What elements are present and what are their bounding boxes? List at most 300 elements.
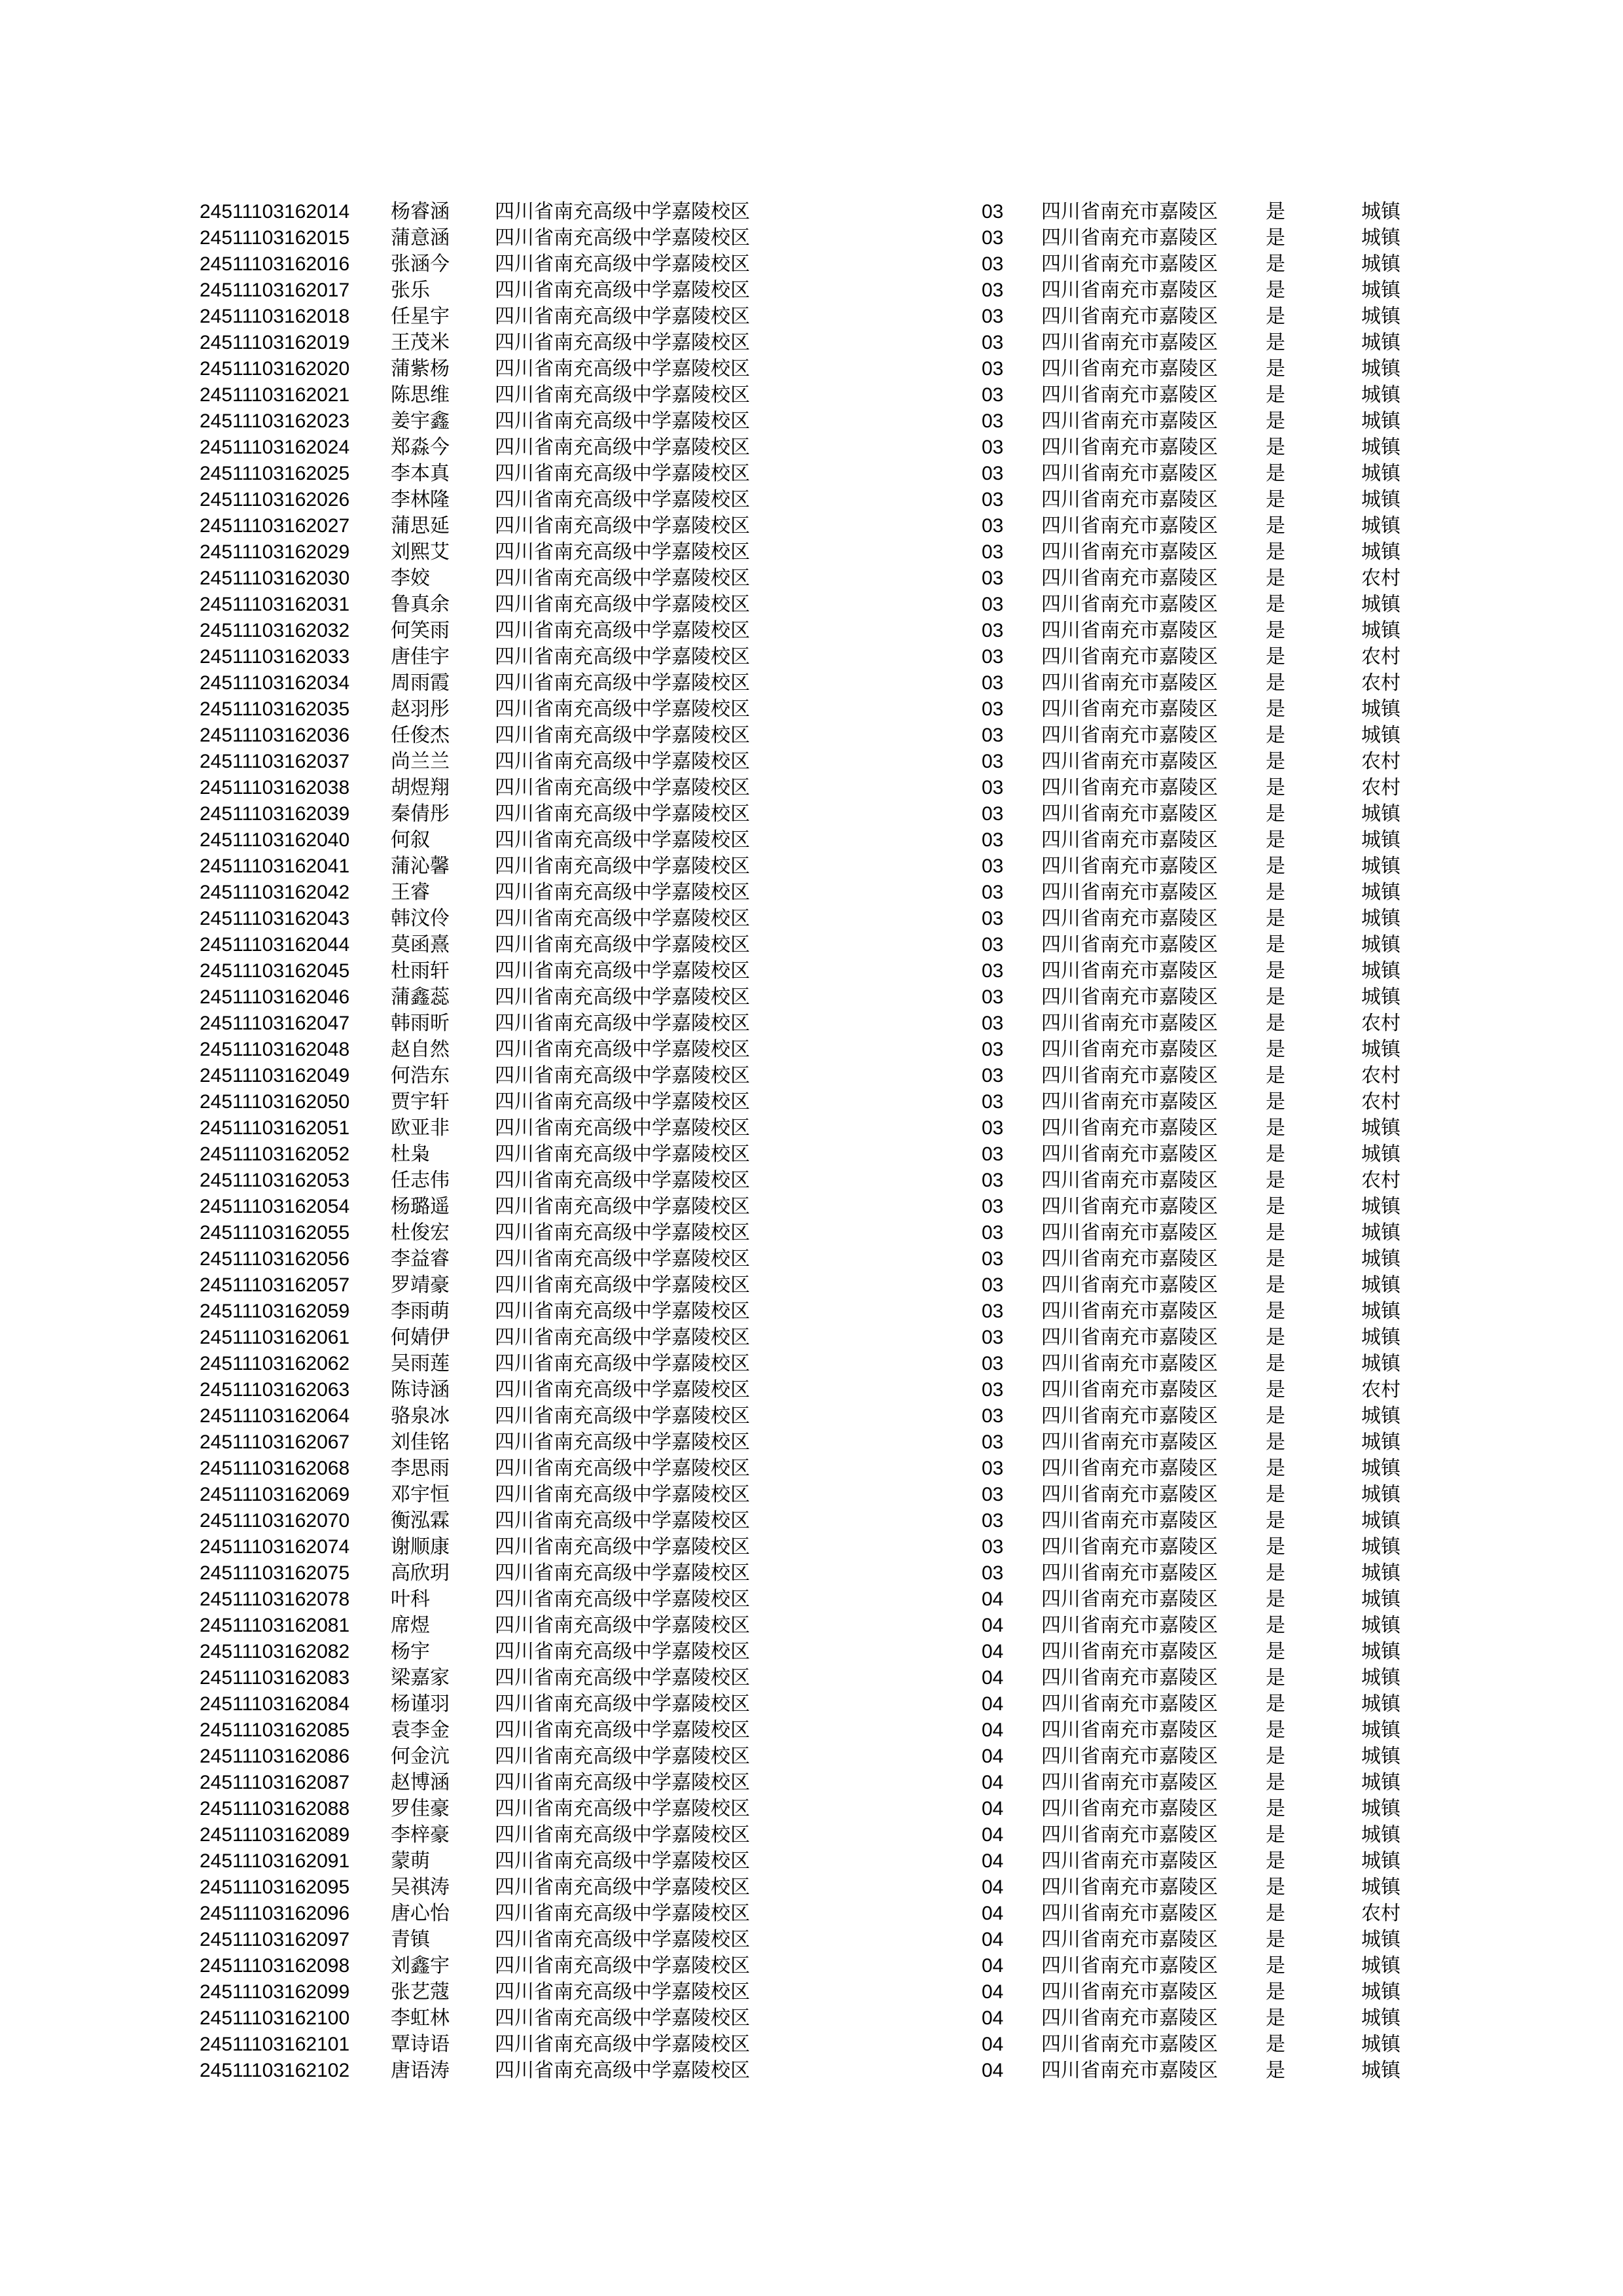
status-flag-cell: 是 (1266, 1745, 1285, 1768)
status-flag-cell: 是 (1266, 410, 1285, 433)
table-row (0, 618, 1623, 644)
table-row (0, 984, 1623, 1011)
class-number-cell: 04 (982, 1798, 1004, 1820)
school-cell: 四川省南充高级中学嘉陵校区 (495, 645, 750, 668)
school-cell: 四川省南充高级中学嘉陵校区 (495, 331, 750, 354)
residence-type-cell: 城镇 (1361, 1143, 1400, 1166)
table-row (0, 1272, 1623, 1299)
residence-type-cell: 城镇 (1361, 855, 1400, 878)
student-name-cell: 陈思维 (391, 384, 450, 406)
status-flag-cell: 是 (1266, 750, 1285, 773)
student-id-cell: 24511103162084 (200, 1693, 350, 1715)
status-flag-cell: 是 (1266, 1823, 1285, 1846)
class-number-cell: 03 (982, 1065, 1004, 1086)
school-cell: 四川省南充高级中学嘉陵校区 (495, 1300, 750, 1323)
table-row (0, 1796, 1623, 1822)
class-number-cell: 03 (982, 201, 1004, 223)
region-cell: 四川省南充市嘉陵区 (1041, 1666, 1218, 1689)
status-flag-cell: 是 (1266, 1902, 1285, 1925)
status-flag-cell: 是 (1266, 1719, 1285, 1742)
status-flag-cell: 是 (1266, 724, 1285, 747)
class-number-cell: 03 (982, 332, 1004, 353)
region-cell: 四川省南充市嘉陵区 (1041, 1745, 1218, 1768)
status-flag-cell: 是 (1266, 279, 1285, 302)
status-flag-cell: 是 (1266, 645, 1285, 668)
school-cell: 四川省南充高级中学嘉陵校区 (495, 1823, 750, 1846)
school-cell: 四川省南充高级中学嘉陵校区 (495, 1195, 750, 1218)
school-cell: 四川省南充高级中学嘉陵校区 (495, 986, 750, 1009)
student-name-cell: 郑淼今 (391, 436, 450, 459)
school-cell: 四川省南充高级中学嘉陵校区 (495, 1509, 750, 1532)
status-flag-cell: 是 (1266, 1012, 1285, 1035)
region-cell: 四川省南充市嘉陵区 (1041, 1588, 1218, 1611)
student-name-cell: 李雨萌 (391, 1300, 450, 1323)
class-number-cell: 03 (982, 1405, 1004, 1427)
status-flag-cell: 是 (1266, 1693, 1285, 1715)
school-cell: 四川省南充高级中学嘉陵校区 (495, 1928, 750, 1951)
status-flag-cell: 是 (1266, 1352, 1285, 1375)
class-number-cell: 03 (982, 1196, 1004, 1217)
status-flag-cell: 是 (1266, 1195, 1285, 1218)
student-id-cell: 24511103162042 (200, 882, 350, 903)
status-flag-cell: 是 (1266, 1457, 1285, 1480)
student-name-cell: 李虹林 (391, 2007, 450, 2030)
student-name-cell: 李姣 (391, 567, 430, 590)
student-id-cell: 24511103162101 (200, 2034, 350, 2055)
student-name-cell: 王睿 (391, 881, 430, 904)
region-cell: 四川省南充市嘉陵区 (1041, 1195, 1218, 1218)
table-row (0, 1141, 1623, 1168)
school-cell: 四川省南充高级中学嘉陵校区 (495, 567, 750, 590)
table-row (0, 1011, 1623, 1037)
school-cell: 四川省南充高级中学嘉陵校区 (495, 1169, 750, 1192)
status-flag-cell: 是 (1266, 1038, 1285, 1061)
student-id-cell: 24511103162038 (200, 777, 350, 798)
class-number-cell: 03 (982, 1562, 1004, 1584)
student-name-cell: 赵羽彤 (391, 698, 450, 721)
residence-type-cell: 城镇 (1361, 1850, 1400, 1873)
residence-type-cell: 城镇 (1361, 514, 1400, 537)
class-number-cell: 03 (982, 567, 1004, 589)
residence-type-cell: 城镇 (1361, 200, 1400, 223)
status-flag-cell: 是 (1266, 1405, 1285, 1427)
table-row (0, 749, 1623, 775)
student-id-cell: 24511103162033 (200, 646, 350, 668)
school-cell: 四川省南充高级中学嘉陵校区 (495, 1719, 750, 1742)
student-id-cell: 24511103162035 (200, 698, 350, 720)
region-cell: 四川省南充市嘉陵区 (1041, 2007, 1218, 2030)
class-number-cell: 03 (982, 882, 1004, 903)
table-row (0, 2058, 1623, 2084)
residence-type-cell: 城镇 (1361, 724, 1400, 747)
student-id-cell: 24511103162085 (200, 1719, 350, 1741)
student-name-cell: 蒲沁馨 (391, 855, 450, 878)
table-row (0, 2005, 1623, 2032)
residence-type-cell: 城镇 (1361, 1876, 1400, 1899)
student-name-cell: 何金沆 (391, 1745, 450, 1768)
status-flag-cell: 是 (1266, 1247, 1285, 1270)
region-cell: 四川省南充市嘉陵区 (1041, 1352, 1218, 1375)
region-cell: 四川省南充市嘉陵区 (1041, 305, 1218, 328)
school-cell: 四川省南充高级中学嘉陵校区 (495, 881, 750, 904)
status-flag-cell: 是 (1266, 1143, 1285, 1166)
student-id-cell: 24511103162089 (200, 1824, 350, 1846)
residence-type-cell: 城镇 (1361, 541, 1400, 564)
residence-type-cell: 城镇 (1361, 1326, 1400, 1349)
table-row (0, 1220, 1623, 1246)
student-name-cell: 何叙 (391, 829, 430, 852)
table-row (0, 1115, 1623, 1141)
residence-type-cell: 城镇 (1361, 1614, 1400, 1637)
student-id-cell: 24511103162017 (200, 279, 350, 301)
school-cell: 四川省南充高级中学嘉陵校区 (495, 698, 750, 721)
residence-type-cell: 农村 (1361, 776, 1400, 799)
student-name-cell: 刘佳铭 (391, 1431, 450, 1454)
school-cell: 四川省南充高级中学嘉陵校区 (495, 933, 750, 956)
region-cell: 四川省南充市嘉陵区 (1041, 488, 1218, 511)
school-cell: 四川省南充高级中学嘉陵校区 (495, 1352, 750, 1375)
status-flag-cell: 是 (1266, 1850, 1285, 1873)
school-cell: 四川省南充高级中学嘉陵校区 (495, 436, 750, 459)
student-id-cell: 24511103162096 (200, 1903, 350, 1924)
table-row (0, 1063, 1623, 1089)
student-name-cell: 韩雨昕 (391, 1012, 450, 1035)
status-flag-cell: 是 (1266, 802, 1285, 825)
residence-type-cell: 城镇 (1361, 384, 1400, 406)
class-number-cell: 04 (982, 1772, 1004, 1793)
class-number-cell: 03 (982, 410, 1004, 432)
class-number-cell: 03 (982, 1091, 1004, 1113)
school-cell: 四川省南充高级中学嘉陵校区 (495, 1745, 750, 1768)
school-cell: 四川省南充高级中学嘉陵校区 (495, 1221, 750, 1244)
table-row (0, 827, 1623, 853)
class-number-cell: 04 (982, 1641, 1004, 1662)
table-row (0, 880, 1623, 906)
residence-type-cell: 农村 (1361, 1012, 1400, 1035)
student-id-cell: 24511103162018 (200, 306, 350, 327)
class-number-cell: 03 (982, 1117, 1004, 1139)
school-cell: 四川省南充高级中学嘉陵校区 (495, 2007, 750, 2030)
student-id-cell: 24511103162025 (200, 463, 350, 484)
status-flag-cell: 是 (1266, 436, 1285, 459)
school-cell: 四川省南充高级中学嘉陵校区 (495, 462, 750, 485)
student-id-cell: 24511103162023 (200, 410, 350, 432)
student-id-cell: 24511103162055 (200, 1222, 350, 1244)
student-name-cell: 谢顺康 (391, 1535, 450, 1558)
student-name-cell: 李思雨 (391, 1457, 450, 1480)
region-cell: 四川省南充市嘉陵区 (1041, 776, 1218, 799)
class-number-cell: 04 (982, 1876, 1004, 1898)
class-number-cell: 03 (982, 725, 1004, 746)
region-cell: 四川省南充市嘉陵区 (1041, 1876, 1218, 1899)
class-number-cell: 03 (982, 1039, 1004, 1060)
student-name-cell: 唐语涛 (391, 2059, 450, 2082)
school-cell: 四川省南充高级中学嘉陵校区 (495, 1274, 750, 1297)
table-row (0, 1691, 1623, 1717)
table-row (0, 251, 1623, 278)
student-id-cell: 24511103162069 (200, 1484, 350, 1505)
student-name-cell: 欧亚非 (391, 1117, 450, 1139)
student-name-cell: 蒲鑫蕊 (391, 986, 450, 1009)
student-id-cell: 24511103162016 (200, 253, 350, 275)
residence-type-cell: 农村 (1361, 1064, 1400, 1087)
student-id-cell: 24511103162062 (200, 1353, 350, 1374)
student-name-cell: 周雨霞 (391, 672, 450, 694)
student-name-cell: 张乐 (391, 279, 430, 302)
status-flag-cell: 是 (1266, 855, 1285, 878)
status-flag-cell: 是 (1266, 672, 1285, 694)
status-flag-cell: 是 (1266, 776, 1285, 799)
student-id-cell: 24511103162100 (200, 2007, 350, 2029)
table-row (0, 408, 1623, 435)
school-cell: 四川省南充高级中学嘉陵校区 (495, 1378, 750, 1401)
region-cell: 四川省南充市嘉陵区 (1041, 1719, 1218, 1742)
table-row (0, 1979, 1623, 2005)
student-id-cell: 24511103162048 (200, 1039, 350, 1060)
school-cell: 四川省南充高级中学嘉陵校区 (495, 226, 750, 249)
student-id-cell: 24511103162027 (200, 515, 350, 537)
student-name-cell: 蒙萌 (391, 1850, 430, 1873)
school-cell: 四川省南充高级中学嘉陵校区 (495, 1614, 750, 1637)
student-id-cell: 24511103162099 (200, 1981, 350, 2003)
table-row (0, 1325, 1623, 1351)
residence-type-cell: 城镇 (1361, 1797, 1400, 1820)
residence-type-cell: 农村 (1361, 750, 1400, 773)
region-cell: 四川省南充市嘉陵区 (1041, 645, 1218, 668)
residence-type-cell: 城镇 (1361, 1038, 1400, 1061)
student-name-cell: 覃诗语 (391, 2033, 450, 2056)
table-row (0, 1037, 1623, 1063)
school-cell: 四川省南充高级中学嘉陵校区 (495, 2059, 750, 2082)
class-number-cell: 03 (982, 437, 1004, 458)
student-id-cell: 24511103162074 (200, 1536, 350, 1558)
student-name-cell: 胡煜翔 (391, 776, 450, 799)
region-cell: 四川省南充市嘉陵区 (1041, 802, 1218, 825)
table-row (0, 356, 1623, 382)
region-cell: 四川省南充市嘉陵区 (1041, 1850, 1218, 1873)
residence-type-cell: 城镇 (1361, 619, 1400, 642)
region-cell: 四川省南充市嘉陵区 (1041, 1928, 1218, 1951)
table-row (0, 1508, 1623, 1534)
student-id-cell: 24511103162061 (200, 1327, 350, 1348)
residence-type-cell: 城镇 (1361, 1823, 1400, 1846)
student-name-cell: 青镇 (391, 1928, 430, 1951)
class-number-cell: 04 (982, 1903, 1004, 1924)
student-name-cell: 杜俊宏 (391, 1221, 450, 1244)
student-name-cell: 何笑雨 (391, 619, 450, 642)
status-flag-cell: 是 (1266, 1326, 1285, 1349)
school-cell: 四川省南充高级中学嘉陵校区 (495, 593, 750, 616)
class-number-cell: 03 (982, 1013, 1004, 1034)
residence-type-cell: 城镇 (1361, 1954, 1400, 1977)
residence-type-cell: 城镇 (1361, 960, 1400, 982)
table-row (0, 225, 1623, 251)
student-name-cell: 衡泓霖 (391, 1509, 450, 1532)
class-number-cell: 04 (982, 2034, 1004, 2055)
student-name-cell: 唐佳宇 (391, 645, 450, 668)
student-id-cell: 24511103162081 (200, 1615, 350, 1636)
residence-type-cell: 城镇 (1361, 331, 1400, 354)
student-id-cell: 24511103162030 (200, 567, 350, 589)
table-row (0, 1403, 1623, 1429)
student-id-cell: 24511103162041 (200, 855, 350, 877)
residence-type-cell: 城镇 (1361, 253, 1400, 276)
status-flag-cell: 是 (1266, 331, 1285, 354)
region-cell: 四川省南充市嘉陵区 (1041, 1038, 1218, 1061)
region-cell: 四川省南充市嘉陵区 (1041, 253, 1218, 276)
region-cell: 四川省南充市嘉陵区 (1041, 1981, 1218, 2003)
student-id-cell: 24511103162082 (200, 1641, 350, 1662)
student-name-cell: 杜枭 (391, 1143, 430, 1166)
student-id-cell: 24511103162083 (200, 1667, 350, 1689)
table-row (0, 199, 1623, 225)
student-id-cell: 24511103162020 (200, 358, 350, 380)
class-number-cell: 03 (982, 855, 1004, 877)
class-number-cell: 03 (982, 829, 1004, 851)
status-flag-cell: 是 (1266, 462, 1285, 485)
region-cell: 四川省南充市嘉陵区 (1041, 410, 1218, 433)
table-row (0, 592, 1623, 618)
student-name-cell: 席煜 (391, 1614, 430, 1637)
student-name-cell: 叶科 (391, 1588, 430, 1611)
student-name-cell: 唐心怡 (391, 1902, 450, 1925)
table-row (0, 1168, 1623, 1194)
table-row (0, 1089, 1623, 1115)
school-cell: 四川省南充高级中学嘉陵校区 (495, 829, 750, 852)
region-cell: 四川省南充市嘉陵区 (1041, 1378, 1218, 1401)
region-cell: 四川省南充市嘉陵区 (1041, 724, 1218, 747)
school-cell: 四川省南充高级中学嘉陵校区 (495, 384, 750, 406)
region-cell: 四川省南充市嘉陵区 (1041, 1274, 1218, 1297)
residence-type-cell: 城镇 (1361, 1981, 1400, 2003)
class-number-cell: 04 (982, 1615, 1004, 1636)
class-number-cell: 03 (982, 384, 1004, 406)
student-name-cell: 刘熙艾 (391, 541, 450, 564)
class-number-cell: 03 (982, 934, 1004, 956)
residence-type-cell: 城镇 (1361, 1405, 1400, 1427)
student-id-cell: 24511103162024 (200, 437, 350, 458)
residence-type-cell: 城镇 (1361, 279, 1400, 302)
student-name-cell: 袁李金 (391, 1719, 450, 1742)
student-id-cell: 24511103162014 (200, 201, 350, 223)
status-flag-cell: 是 (1266, 305, 1285, 328)
region-cell: 四川省南充市嘉陵区 (1041, 750, 1218, 773)
class-number-cell: 03 (982, 1536, 1004, 1558)
class-number-cell: 03 (982, 1170, 1004, 1191)
residence-type-cell: 城镇 (1361, 1771, 1400, 1794)
student-id-cell: 24511103162097 (200, 1929, 350, 1950)
table-row (0, 1613, 1623, 1639)
student-id-cell: 24511103162098 (200, 1955, 350, 1977)
region-cell: 四川省南充市嘉陵区 (1041, 567, 1218, 590)
student-name-cell: 姜宇鑫 (391, 410, 450, 433)
status-flag-cell: 是 (1266, 488, 1285, 511)
region-cell: 四川省南充市嘉陵区 (1041, 933, 1218, 956)
table-row (0, 1560, 1623, 1587)
student-name-cell: 赵自然 (391, 1038, 450, 1061)
student-id-cell: 24511103162039 (200, 803, 350, 825)
class-number-cell: 03 (982, 751, 1004, 772)
class-number-cell: 04 (982, 2060, 1004, 2081)
student-name-cell: 梁嘉家 (391, 1666, 450, 1689)
residence-type-cell: 城镇 (1361, 1535, 1400, 1558)
school-cell: 四川省南充高级中学嘉陵校区 (495, 1117, 750, 1139)
status-flag-cell: 是 (1266, 357, 1285, 380)
table-row (0, 1744, 1623, 1770)
status-flag-cell: 是 (1266, 2007, 1285, 2030)
table-row (0, 1770, 1623, 1796)
table-row (0, 382, 1623, 408)
table-row (0, 1299, 1623, 1325)
status-flag-cell: 是 (1266, 2059, 1285, 2082)
residence-type-cell: 城镇 (1361, 1457, 1400, 1480)
student-id-cell: 24511103162034 (200, 672, 350, 694)
residence-type-cell: 城镇 (1361, 1509, 1400, 1532)
class-number-cell: 04 (982, 1667, 1004, 1689)
region-cell: 四川省南充市嘉陵区 (1041, 1535, 1218, 1558)
class-number-cell: 04 (982, 1693, 1004, 1715)
status-flag-cell: 是 (1266, 541, 1285, 564)
table-row (0, 278, 1623, 304)
table-row (0, 696, 1623, 723)
class-number-cell: 03 (982, 960, 1004, 982)
region-cell: 四川省南充市嘉陵区 (1041, 1457, 1218, 1480)
table-row (0, 1665, 1623, 1691)
student-id-cell: 24511103162051 (200, 1117, 350, 1139)
region-cell: 四川省南充市嘉陵区 (1041, 907, 1218, 930)
class-number-cell: 04 (982, 1588, 1004, 1610)
class-number-cell: 03 (982, 777, 1004, 798)
residence-type-cell: 城镇 (1361, 802, 1400, 825)
region-cell: 四川省南充市嘉陵区 (1041, 1431, 1218, 1454)
school-cell: 四川省南充高级中学嘉陵校区 (495, 1143, 750, 1166)
residence-type-cell: 城镇 (1361, 1483, 1400, 1506)
class-number-cell: 03 (982, 1300, 1004, 1322)
region-cell: 四川省南充市嘉陵区 (1041, 1823, 1218, 1846)
class-number-cell: 03 (982, 1274, 1004, 1296)
region-cell: 四川省南充市嘉陵区 (1041, 698, 1218, 721)
school-cell: 四川省南充高级中学嘉陵校区 (495, 1326, 750, 1349)
student-id-cell: 24511103162053 (200, 1170, 350, 1191)
school-cell: 四川省南充高级中学嘉陵校区 (495, 1771, 750, 1794)
school-cell: 四川省南充高级中学嘉陵校区 (495, 488, 750, 511)
status-flag-cell: 是 (1266, 1614, 1285, 1637)
table-row (0, 1901, 1623, 1927)
table-row (0, 1717, 1623, 1744)
residence-type-cell: 城镇 (1361, 226, 1400, 249)
class-number-cell: 03 (982, 594, 1004, 615)
table-row (0, 1587, 1623, 1613)
status-flag-cell: 是 (1266, 1588, 1285, 1611)
table-row (0, 1456, 1623, 1482)
student-id-cell: 24511103162078 (200, 1588, 350, 1610)
student-name-cell: 刘鑫宇 (391, 1954, 450, 1977)
student-name-cell: 罗靖豪 (391, 1274, 450, 1297)
school-cell: 四川省南充高级中学嘉陵校区 (495, 1640, 750, 1663)
student-name-cell: 任俊杰 (391, 724, 450, 747)
class-number-cell: 04 (982, 1981, 1004, 2003)
student-name-cell: 秦倩彤 (391, 802, 450, 825)
table-row (0, 906, 1623, 932)
student-name-cell: 贾宇轩 (391, 1090, 450, 1113)
student-name-cell: 何浩东 (391, 1064, 450, 1087)
status-flag-cell: 是 (1266, 1640, 1285, 1663)
school-cell: 四川省南充高级中学嘉陵校区 (495, 1012, 750, 1035)
student-id-cell: 24511103162049 (200, 1065, 350, 1086)
status-flag-cell: 是 (1266, 1876, 1285, 1899)
school-cell: 四川省南充高级中学嘉陵校区 (495, 1666, 750, 1689)
student-name-cell: 杨睿涵 (391, 200, 450, 223)
